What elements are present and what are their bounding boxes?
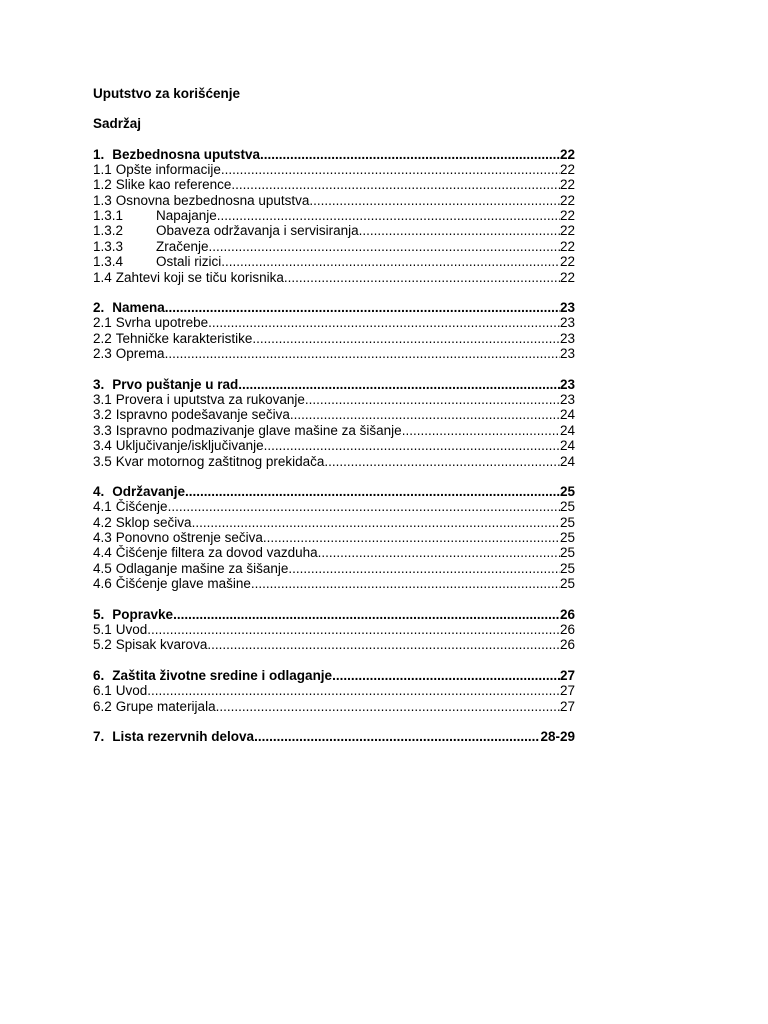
toc-entry[interactable] [93, 377, 575, 392]
toc-entry-label: Odlaganje mašine za šišanje [115, 560, 289, 576]
toc-entry-label: Namena [112, 300, 165, 316]
toc-entry[interactable] [93, 407, 575, 422]
toc-entry-label: Kvar motornog zaštitnog prekidača [115, 453, 325, 469]
toc-entry-label: Bezbednosna uputstva [112, 146, 261, 162]
toc-entry-label: Zračenje [156, 238, 209, 254]
toc-entry-number: 1.3.2 [93, 223, 124, 239]
toc-dot-leader [252, 331, 560, 346]
toc-entry-label: Ispravno podmazivanje glave mašine za šišanje [115, 422, 402, 438]
toc-entry[interactable] [93, 223, 575, 238]
toc-entry-label: Uvod [115, 683, 148, 699]
toc-entry-number: 4.6 [93, 576, 112, 592]
toc-entry-page: 25 [559, 483, 575, 499]
toc-entry-label: Napajanje [156, 208, 217, 224]
toc-dot-leader [207, 637, 560, 652]
toc-entry-page: 26 [559, 622, 575, 638]
toc-entry-label: Čišćenje filtera za dovod vazduha [115, 545, 318, 561]
toc-entry-page: 25 [559, 499, 575, 515]
toc-entry-page: 24 [559, 422, 575, 438]
toc-entry-label: Ostali rizici [156, 254, 222, 270]
toc-entry-number: 6.2 [93, 698, 112, 714]
toc-dot-leader [208, 315, 560, 330]
toc-entry-label: Spisak kvarova [115, 637, 208, 653]
toc-section [93, 668, 575, 714]
toc-dot-leader [147, 622, 560, 637]
toc-entry-number: 3.3 [93, 422, 112, 438]
toc-entry[interactable] [93, 454, 575, 469]
toc-entry-number: 1.3.3 [93, 238, 124, 254]
toc-entry[interactable] [93, 392, 575, 407]
toc-entry-number: 5.2 [93, 637, 112, 653]
toc-entry-page: 25 [559, 514, 575, 530]
toc-entry-number: 4.1 [93, 499, 112, 515]
toc-dot-leader [260, 147, 560, 162]
toc-dot-leader [324, 454, 560, 469]
toc-entry[interactable] [93, 484, 575, 499]
toc-entry-page: 25 [559, 530, 575, 546]
toc-entry-page: 23 [559, 300, 575, 316]
toc-entry-page: 22 [559, 146, 575, 162]
toc-entry-page: 25 [559, 560, 575, 576]
toc-section [93, 729, 575, 744]
toc-entry[interactable] [93, 561, 575, 576]
toc-section [93, 300, 575, 362]
toc-dot-leader [284, 270, 560, 285]
toc-entry-number: 1. [93, 146, 105, 162]
toc-dot-leader [165, 300, 560, 315]
toc-entry-label: Ponovno oštrenje sečiva [115, 530, 263, 546]
toc-dot-leader [290, 407, 560, 422]
toc-entry[interactable] [93, 622, 575, 637]
toc-entry[interactable] [93, 147, 575, 162]
toc-entry[interactable] [93, 683, 575, 698]
toc-entry-label: Zahtevi koji se tiču korisnika [115, 269, 284, 285]
toc-section [93, 147, 575, 286]
toc-entry[interactable] [93, 545, 575, 560]
toc-entry[interactable] [93, 300, 575, 315]
toc-dot-leader [165, 346, 560, 361]
toc-entry-number: 2.2 [93, 330, 112, 346]
toc-entry-number: 3.4 [93, 438, 112, 454]
toc-entry-number: 4.3 [93, 530, 112, 546]
toc-entry[interactable] [93, 438, 575, 453]
toc-entry-page: 24 [559, 407, 575, 423]
toc-dot-leader [238, 377, 560, 392]
toc-entry-page: 25 [559, 576, 575, 592]
toc-entry-number: 3.1 [93, 391, 112, 407]
toc-entry[interactable] [93, 208, 575, 223]
toc-entry[interactable] [93, 699, 575, 714]
toc-entry-number: 3.2 [93, 407, 112, 423]
toc-dot-leader [221, 162, 560, 177]
toc-entry-page: 23 [559, 346, 575, 362]
toc-dot-leader [251, 576, 560, 591]
toc-entry-number: 6. [93, 667, 105, 683]
toc-section [93, 377, 575, 469]
toc-section [93, 607, 575, 653]
toc-entry[interactable] [93, 668, 575, 683]
toc-entry-page: 23 [559, 330, 575, 346]
toc-entry-label: Opšte informacije [115, 161, 221, 177]
toc-entry[interactable] [93, 254, 575, 269]
toc-entry-number: 1.1 [93, 161, 112, 177]
toc-entry-page: 22 [559, 254, 575, 270]
toc-entry-number: 5.1 [93, 622, 112, 638]
toc-entry-label: Čišćenje glave mašine [115, 576, 251, 592]
toc-dot-leader [402, 423, 560, 438]
toc-entry-page: 23 [559, 391, 575, 407]
toc-entry-label: Uključivanje/isključivanje [115, 438, 264, 454]
toc-dot-leader [288, 561, 560, 576]
toc-entry-page: 25 [559, 545, 575, 561]
toc-dot-leader [305, 392, 560, 407]
toc-entry-label: Ispravno podešavanje sečiva [115, 407, 290, 423]
toc-entry[interactable] [93, 331, 575, 346]
toc-entry-page: 22 [559, 208, 575, 224]
toc-dot-leader [231, 177, 560, 192]
toc-entry-number: 5. [93, 606, 105, 622]
toc-entry-number: 1.3 [93, 192, 112, 208]
toc-entry-label: Osnovna bezbednosna uputstva [115, 192, 310, 208]
toc-dot-leader [359, 223, 560, 238]
toc-dot-leader [332, 668, 560, 683]
toc-entry-label: Oprema [115, 346, 165, 362]
toc-entry[interactable] [93, 193, 575, 208]
toc-section [93, 484, 575, 592]
toc-entry-page: 24 [559, 453, 575, 469]
toc-entry-page: 22 [559, 177, 575, 193]
toc-entry-label: Zaštita životne sredine i odlaganje [112, 667, 333, 683]
toc-entry-label: Održavanje [112, 483, 186, 499]
toc-entry-page: 23 [559, 315, 575, 331]
document-title: Uputstvo za korišćenje [93, 86, 241, 101]
toc-dot-leader [263, 530, 560, 545]
toc-dot-leader [318, 545, 560, 560]
toc-entry[interactable] [93, 530, 575, 545]
toc-entry[interactable] [93, 239, 575, 254]
toc-entry-page: 22 [559, 161, 575, 177]
toc-dot-leader [217, 208, 560, 223]
toc-entry-page: 22 [559, 223, 575, 239]
toc-entry-number: 4. [93, 483, 105, 499]
toc-entry[interactable] [93, 515, 575, 530]
toc-entry[interactable] [93, 177, 575, 192]
toc-entry-label: Tehničke karakteristike [115, 330, 253, 346]
toc-entry-number: 1.4 [93, 269, 112, 285]
toc-entry-label: Slike kao reference [115, 177, 232, 193]
toc-entry-page: 27 [559, 683, 575, 699]
table-of-contents [93, 147, 575, 745]
toc-entry-number: 4.2 [93, 514, 112, 530]
toc-entry-label: Grupe materijala [115, 698, 216, 714]
toc-entry[interactable] [93, 162, 575, 177]
toc-heading: Sadržaj [93, 116, 142, 131]
toc-entry-page: 27 [559, 698, 575, 714]
toc-entry-page: 23 [559, 376, 575, 392]
toc-entry[interactable] [93, 576, 575, 591]
toc-entry-label: Uvod [115, 622, 148, 638]
toc-entry-number: 2.1 [93, 315, 112, 331]
toc-entry-page: 27 [559, 667, 575, 683]
toc-entry[interactable] [93, 729, 575, 744]
toc-entry-label: Obaveza održavanja i servisiranja [156, 223, 359, 239]
toc-entry-page: 22 [559, 238, 575, 254]
toc-entry-number: 4.5 [93, 560, 112, 576]
toc-entry-label: Čišćenje [115, 499, 168, 515]
toc-entry-label: Provera i uputstva za rukovanje [115, 391, 305, 407]
toc-entry[interactable] [93, 499, 575, 514]
toc-entry-number: 1.3.4 [93, 254, 124, 270]
toc-entry-number: 3.5 [93, 453, 112, 469]
toc-entry-page: 26 [559, 606, 575, 622]
toc-dot-leader [221, 254, 560, 269]
toc-entry[interactable] [93, 637, 575, 652]
toc-entry-number: 6.1 [93, 683, 112, 699]
toc-entry-number: 2. [93, 300, 105, 316]
toc-entry-label: Sklop sečiva [115, 514, 192, 530]
toc-dot-leader [192, 515, 560, 530]
toc-dot-leader [309, 193, 560, 208]
toc-entry[interactable] [93, 423, 575, 438]
toc-entry-label: Svrha upotrebe [115, 315, 209, 331]
toc-entry-label: Popravke [112, 606, 174, 622]
toc-entry-number: 3. [93, 376, 105, 392]
document-page [93, 86, 575, 759]
toc-entry-page: 22 [559, 269, 575, 285]
toc-dot-leader [147, 683, 560, 698]
toc-entry-number: 1.2 [93, 177, 112, 193]
toc-dot-leader [185, 484, 560, 499]
toc-entry-number: 2.3 [93, 346, 112, 362]
toc-entry-label: Prvo puštanje u rad [112, 376, 239, 392]
toc-entry-page: 26 [559, 637, 575, 653]
toc-dot-leader [264, 438, 560, 453]
toc-entry-label: Lista rezervnih delova [112, 729, 255, 744]
toc-entry-page: 28-29 [540, 729, 575, 744]
toc-dot-leader [254, 729, 540, 744]
toc-entry-number: 4.4 [93, 545, 112, 561]
toc-entry[interactable] [93, 346, 575, 361]
toc-dot-leader [209, 239, 560, 254]
toc-entry[interactable] [93, 315, 575, 330]
toc-dot-leader [216, 699, 560, 714]
toc-dot-leader [168, 499, 560, 514]
toc-dot-leader [173, 607, 560, 622]
toc-entry-number: 7. [93, 729, 105, 744]
toc-entry-number: 1.3.1 [93, 208, 124, 224]
toc-entry[interactable] [93, 607, 575, 622]
toc-entry-page: 24 [559, 438, 575, 454]
toc-entry[interactable] [93, 270, 575, 285]
toc-entry-page: 22 [559, 192, 575, 208]
